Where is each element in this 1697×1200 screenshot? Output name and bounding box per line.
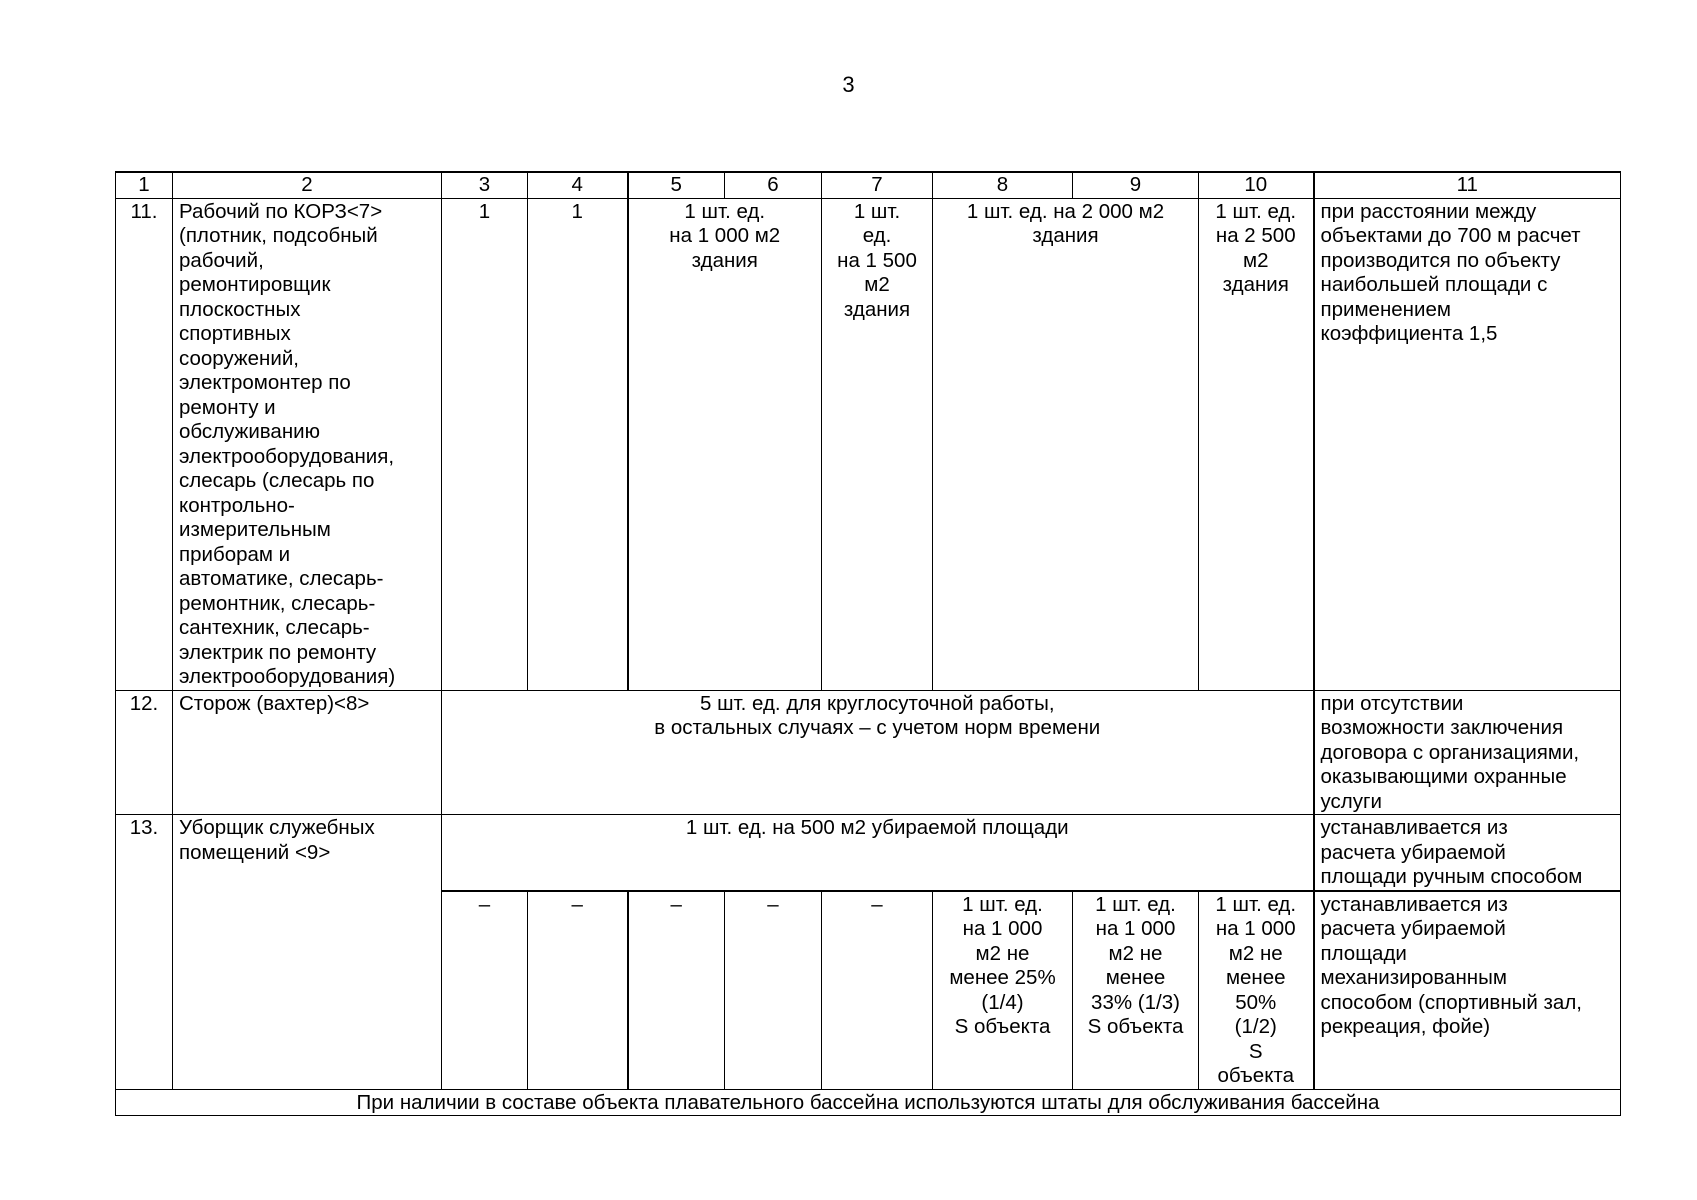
cell-col7: 1 шт. ед. на 1 500 м2 здания <box>822 198 933 690</box>
cell-col8-9: 1 шт. ед. на 2 000 м2 здания <box>933 198 1199 690</box>
footer-note: При наличии в составе объекта плавательного бассейна используются штаты для обслуживания бассейна <box>116 1089 1621 1116</box>
cell-col11-note: устанавливается из расчета убираемой площади механизированным способом (спортивный зал, рекреация, фойе) <box>1314 891 1621 1090</box>
position-name: Рабочий по КОРЗ<7> (плотник, подсобный рабочий, ремонтировщик плоскостных спортивных сооружений, электромонтер по ремонту и обслуживанию электрооборудования, слесарь (слесарь по контрольно- измерительным приборам и автоматике, слесарь- ремонтник, слесарь- сантехник, слесарь- электрик по ремонту электрооборудования) <box>173 198 442 690</box>
cell-col9: 1 шт. ед. на 1 000 м2 не менее 33% (1/3) S объекта <box>1073 891 1199 1090</box>
table-row-12 <box>116 690 1621 815</box>
staffing-norms-table <box>115 171 1621 1116</box>
header-cell-11: 11 <box>1314 172 1621 198</box>
cell-col4: 1 <box>528 198 628 690</box>
header-cell-6: 6 <box>725 172 822 198</box>
table-row-11 <box>116 198 1621 690</box>
page-number: 3 <box>842 72 855 97</box>
cell-col3: – <box>442 891 528 1090</box>
header-cell-9: 9 <box>1073 172 1199 198</box>
cell-col5-6: 1 шт. ед. на 1 000 м2 здания <box>628 198 822 690</box>
position-name: Сторож (вахтер)<8> <box>173 690 442 815</box>
cell-col11-note: устанавливается из расчета убираемой площади ручным способом <box>1314 815 1621 891</box>
header-cell-7: 7 <box>822 172 933 198</box>
header-cell-10: 10 <box>1199 172 1314 198</box>
cell-col10: 1 шт. ед. на 1 000 м2 не менее 50% (1/2) S объекта <box>1199 891 1314 1090</box>
header-cell-4: 4 <box>528 172 628 198</box>
cell-col11-note: при расстоянии между объектами до 700 м расчет производится по объекту наибольшей площади с применением коэффициента 1,5 <box>1314 198 1621 690</box>
position-name: Уборщик служебных помещений <9> <box>173 815 442 1090</box>
cell-col11-note: при отсутствии возможности заключения договора с организациями, оказывающими охранные услуги <box>1314 690 1621 815</box>
cell-col10: 1 шт. ед. на 2 500 м2 здания <box>1199 198 1314 690</box>
header-cell-3: 3 <box>442 172 528 198</box>
header-cell-8: 8 <box>933 172 1073 198</box>
cell-col8: 1 шт. ед. на 1 000 м2 не менее 25% (1/4) S объекта <box>933 891 1073 1090</box>
cell-col3: 1 <box>442 198 528 690</box>
header-row <box>116 172 1621 198</box>
header-cell-5: 5 <box>628 172 725 198</box>
table-row-13 <box>116 815 1621 891</box>
footer-row <box>116 1089 1621 1116</box>
row-number: 11. <box>116 198 173 690</box>
row-number: 13. <box>116 815 173 1090</box>
header-cell-2: 2 <box>173 172 442 198</box>
cell-col5: – <box>628 891 725 1090</box>
cell-merged-norm: 5 шт. ед. для круглосуточной работы, в остальных случаях – с учетом норм времени <box>442 690 1314 815</box>
cell-col4: – <box>528 891 628 1090</box>
header-cell-1: 1 <box>116 172 173 198</box>
cell-merged-norm: 1 шт. ед. на 500 м2 убираемой площади <box>442 815 1314 891</box>
row-number: 12. <box>116 690 173 815</box>
cell-col6: – <box>725 891 822 1090</box>
cell-col7: – <box>822 891 933 1090</box>
